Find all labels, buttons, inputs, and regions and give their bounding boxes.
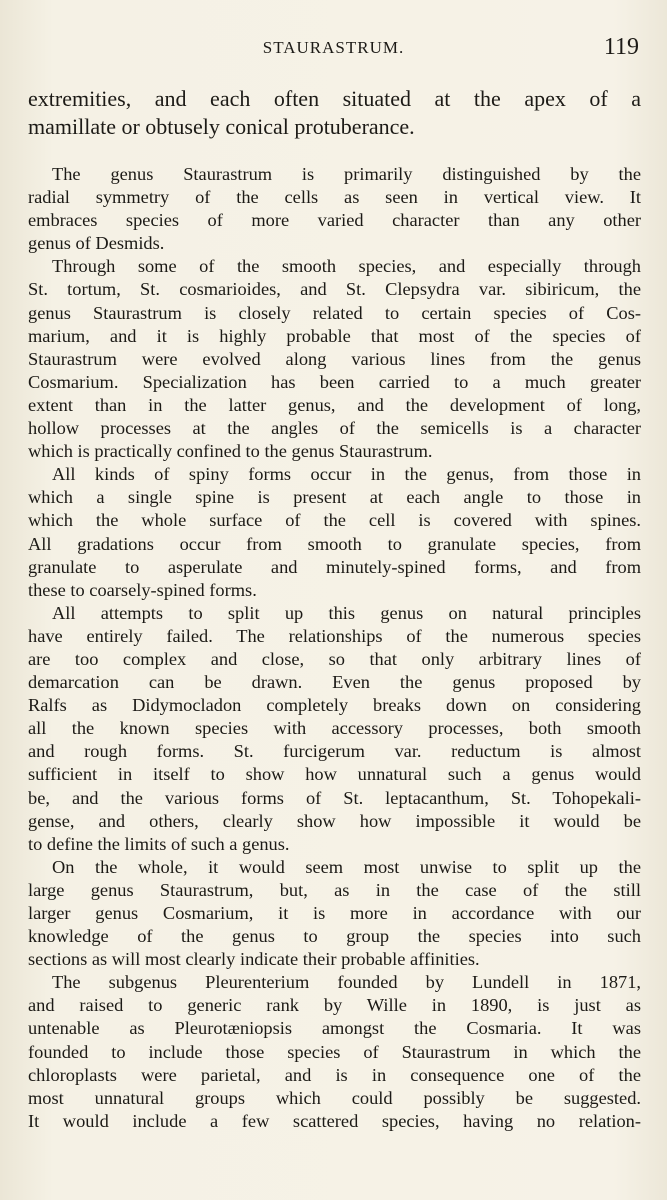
text-line: and raised to generic rank by Wille in 1890, is just as [28,995,641,1016]
text-line: All kinds of spiny forms occur in the genus, from those in [52,464,641,485]
text-line: which the whole surface of the cell is covered with spines. [28,510,641,531]
text-line: genus Staurastrum is closely related to certain species of Cos- [28,302,641,323]
text-line: gense, and others, clearly show how impossible it would be [28,810,641,831]
paragraph-spiny-forms [28,463,641,602]
text-line: sufficient in itself to show how unnatural such a genus would [28,764,641,785]
text-line: All attempts to split up this genus on natural principles [52,602,641,623]
text-line: Ralfs as Didymocladon completely breaks down on considering [28,695,641,716]
text-line: The genus Staurastrum is primarily distinguished by the [52,164,641,184]
text-line: have entirely failed. The relationships of the numerous species [28,625,641,646]
text-line: Through some of the smooth species, and especially through [52,256,641,277]
text-line: demarcation can be drawn. Even the genus proposed by [28,672,641,693]
text-line: embraces species of more varied character than any other [28,210,641,231]
text-line: Staurastrum were evolved along various lines from the genus [28,348,641,369]
body-text [28,85,641,1133]
text-line: It would include a few scattered species, having no relation- [28,1110,641,1131]
text-line: extent than in the latter genus, and the development of long, [28,394,641,415]
text-line: be, and the various forms of St. leptacanthum, St. Tohopekali- [28,787,641,808]
text-line: On the whole, it would seem most unwise to split up the [52,856,641,877]
running-title: STAURASTRUM. [262,38,405,57]
text-line: extremities, and each often situated at the apex of a [28,86,641,111]
text-line: St. tortum, St. cosmarioides, and St. Clepsydra var. sibiricum, the [28,279,641,300]
text-line: large genus Staurastrum, but, as in the case of the still [28,879,641,900]
paragraph-split-attempts [28,602,641,856]
text-line: larger genus Cosmarium, it is more in accordance with our [28,903,641,923]
text-line: marium, and it is highly probable that most of the species of [28,325,641,346]
text-line: Cosmarium. Specialization has been carried to a much greater [28,371,641,392]
paragraph-pleurenterium [28,971,641,1133]
text-line: sections as will most clearly indicate their probable affinities. [28,949,480,970]
text-line: are too complex and close, so that only arbitrary lines of [28,648,641,669]
text-line: radial symmetry of the cells as seen in vertical view. It [28,187,641,208]
text-line: untenable as Pleurotæniopsis amongst the Cosmaria. It was [28,1018,641,1039]
text-line: All gradations occur from smooth to granulate species, from [28,533,641,554]
running-head [28,34,639,64]
text-line: most unnatural groups which could possibly be suggested. [28,1087,641,1108]
text-line: these to coarsely-spined forms. [28,579,257,600]
text-line: which is practically confined to the genus Staurastrum. [28,441,433,462]
text-line: The subgenus Pleurenterium founded by Lundell in 1871, [52,972,641,993]
text-line: to define the limits of such a genus. [28,833,290,854]
page-number: 119 [603,34,639,60]
text-line: granulate to asperulate and minutely-spined forms, and from [28,556,641,577]
text-line: founded to include those species of Staurastrum in which the [28,1041,641,1062]
paragraph-relation-cosmarium [28,255,641,463]
text-line: all the known species with accessory processes, both smooth [28,718,641,739]
paragraph-genus-definition [28,163,641,255]
text-line: mamillate or obtusely conical protuberance. [28,114,415,139]
continued-paragraph [28,85,641,141]
text-line: chloroplasts were parietal, and is in consequence one of the [28,1064,641,1085]
text-line: and rough forms. St. furcigerum var. reductum is almost [28,741,641,762]
text-line: genus of Desmids. [28,233,165,254]
paragraph-on-the-whole [28,856,641,971]
text-line: hollow processes at the angles of the semicells is a character [28,418,641,439]
text-line: which a single spine is present at each angle to those in [28,487,641,508]
text-line: knowledge of the genus to group the species into such [28,926,641,947]
